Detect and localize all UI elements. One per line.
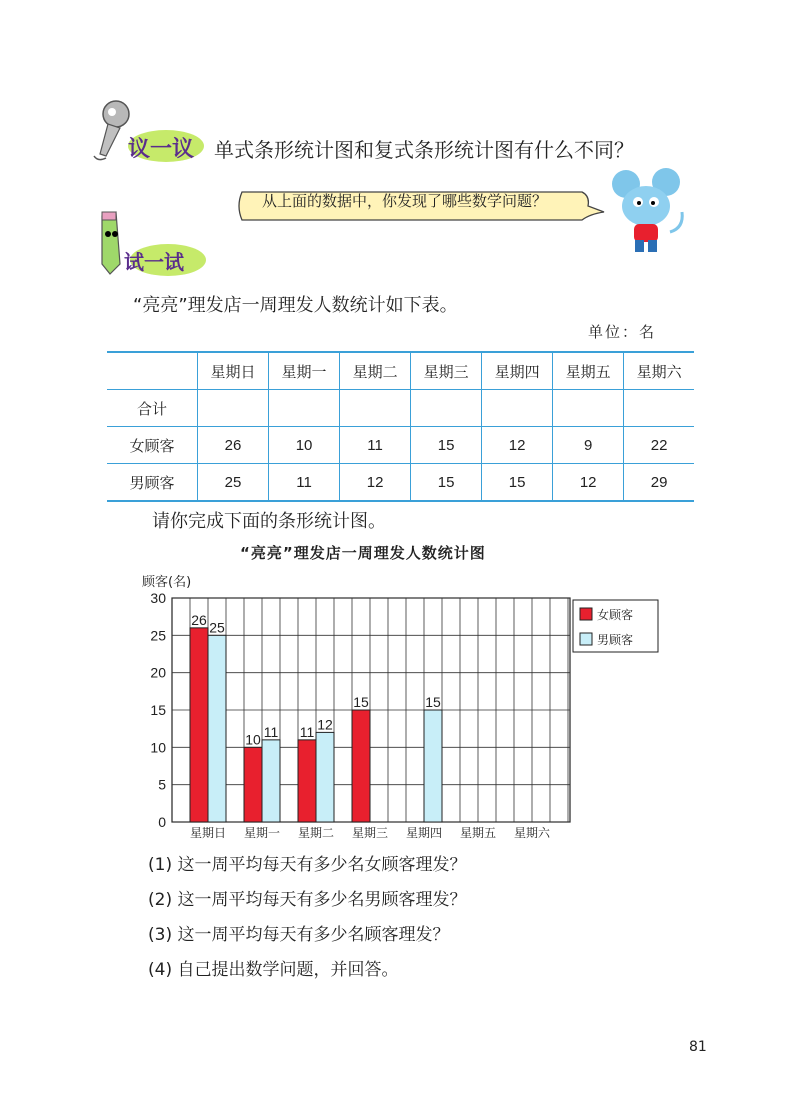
table-cell: 11 [269,464,340,502]
question-list [148,848,466,988]
table-cell: 12 [482,427,553,464]
bar-data-label: 15 [353,694,369,710]
y-tick-label: 0 [158,814,166,830]
bar-male [262,740,280,822]
table-header-cell: 星期三 [411,352,482,390]
y-tick-label: 15 [150,702,166,718]
table-cell: 12 [340,464,411,502]
table-header-cell: 星期一 [269,352,340,390]
table-header-cell: 星期日 [198,352,269,390]
instruction-text: 请你完成下面的条形统计图。 [152,511,386,532]
table-cell: 22 [624,427,694,464]
legend-label: 女顾客 [597,608,634,622]
bar-female [298,740,316,822]
x-tick-label: 星期二 [297,826,335,840]
y-tick-label: 25 [150,627,166,644]
speech-bubble-text: 从上面的数据中，你发现了哪些数学问题？ [262,192,548,210]
question-item: (4) 自己提出数学问题，并回答。 [148,960,399,980]
question-item: (1) 这一周平均每天有多少名女顾客理发？ [148,855,467,875]
legend-label: 男顾客 [597,633,634,647]
x-tick-label: 星期五 [459,826,497,840]
table-cell: 25 [198,464,269,502]
bar-data-label: 11 [263,723,279,740]
bar-female [190,628,208,822]
x-tick-label: 星期四 [405,826,443,840]
chart-title: “亮亮”理发店一周理发人数统计图 [240,544,486,562]
bar-female [244,747,262,822]
table-cell: 11 [340,427,411,464]
discuss-question: 单式条形统计图和复式条形统计图有什么不同？ [214,138,634,162]
bar-male [424,710,442,822]
y-axis-label: 顾客(名) [142,575,192,590]
table-header-cell: 星期六 [624,352,694,390]
question-item: (3) 这一周平均每天有多少名顾客理发？ [148,925,450,945]
bar-data-label: 12 [317,716,333,733]
x-tick-label: 星期一 [243,826,281,840]
page-number: 81 [689,1039,707,1055]
table-row-label: 女顾客 [107,427,198,464]
legend-swatch [580,633,592,645]
try-badge-label: 试一试 [124,250,184,274]
table-header-cell: 星期四 [482,352,553,390]
x-tick-label: 星期六 [513,826,551,840]
bar-data-label: 11 [299,723,315,740]
bar-data-label: 15 [425,694,441,710]
table-row-label: 合计 [107,390,198,427]
bar-male [316,732,334,822]
x-tick-label: 星期日 [189,826,227,840]
table-cell: 15 [411,464,482,502]
unit-label: 单位：名 [588,323,657,341]
x-tick-label: 星期三 [351,826,389,840]
bar-data-label: 26 [191,611,207,628]
table-cell: 15 [482,464,553,502]
table-cell: 9 [553,427,624,464]
bar-data-label: 10 [245,731,261,748]
intro-text: “亮亮”理发店一周理发人数统计如下表。 [133,295,458,316]
bar-data-label: 25 [209,619,225,636]
table-cell: 12 [553,464,624,502]
table-header-cell: 星期二 [340,352,411,390]
y-tick-label: 30 [150,590,166,606]
bar-male [208,635,226,822]
table-cell: 29 [624,464,694,502]
table-cell: 26 [198,427,269,464]
table-cell: 15 [411,427,482,464]
question-item: (2) 这一周平均每天有多少名男顾客理发？ [148,890,467,910]
table-header-cell: 星期五 [553,352,624,390]
y-tick-label: 20 [150,664,166,681]
table-cell: 10 [269,427,340,464]
bar-female [352,710,370,822]
discuss-badge-label: 议一议 [128,137,195,162]
y-tick-label: 5 [158,776,166,793]
y-tick-label: 10 [150,739,166,756]
table-row-label: 男顾客 [107,464,198,502]
legend-swatch [580,608,592,620]
